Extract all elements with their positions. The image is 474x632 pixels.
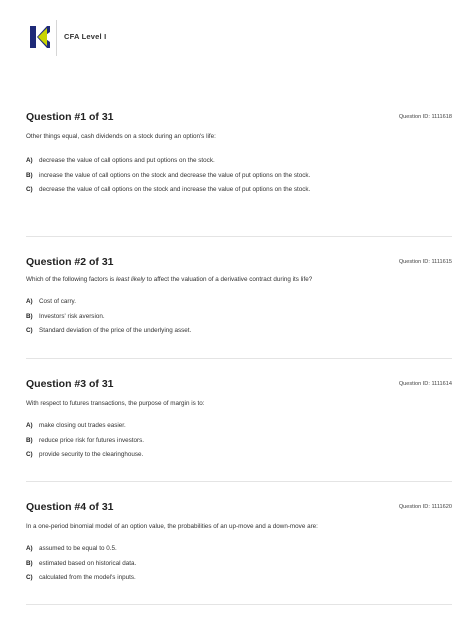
question-title: Question #1 of 31 [26,111,114,123]
question-title: Question #2 of 31 [26,256,114,268]
question-id: Question ID: 1111618 [398,114,452,120]
option-text: decrease the value of call options on the stock and increase the value of put options on the stock. [39,186,311,194]
answer-option-c[interactable] [26,449,336,462]
option-letter: C) [26,574,33,582]
question-text: With respect to futures transactions, the purpose of margin is to: [26,400,205,407]
question-title: Question #3 of 31 [26,378,114,390]
option-letter: C) [26,327,33,335]
option-text: reduce price risk for futures investors. [39,436,144,444]
answer-options [26,420,336,464]
page-header [0,0,474,80]
option-letter: B) [26,559,33,567]
option-letter: B) [26,171,33,179]
answer-option-c[interactable] [26,325,336,338]
question-title: Question #4 of 31 [26,501,114,513]
option-text: increase the value of call options on the stock and decrease the value of put options on the stock. [39,171,311,179]
answer-options [26,296,336,340]
option-letter: C) [26,451,33,459]
section-divider [26,236,452,237]
answer-option-a[interactable] [26,420,336,433]
answer-option-a[interactable] [26,543,336,556]
question-text: In a one-period binomial model of an option value, the probabilities of an up-move and a down-move are: [26,523,318,530]
question-1 [26,111,452,221]
answer-option-c[interactable] [26,572,336,585]
option-letter: A) [26,157,33,164]
section-divider [26,604,452,605]
question-id: Question ID: 1111620 [398,504,452,510]
logo-divider [56,20,57,56]
question-2 [26,256,452,346]
question-text: Other things equal, cash dividends on a stock during an option's life: [26,133,216,140]
question-4 [26,501,452,593]
answer-option-c[interactable] [26,184,336,197]
option-text: Cost of carry. [39,298,76,305]
option-letter: A) [26,545,33,552]
option-letter: B) [26,436,33,444]
question-id: Question ID: 1111615 [398,259,452,265]
option-letter: A) [26,298,33,305]
option-letter: A) [26,422,33,429]
emphasis-text: least likely [115,276,145,283]
option-text: Investors' risk aversion. [39,312,105,320]
question-id: Question ID: 1111614 [398,381,452,387]
option-text: Standard deviation of the price of the underlying asset. [39,327,192,335]
option-text: calculated from the model's inputs. [39,574,136,582]
option-letter: C) [26,186,33,194]
option-text: decrease the value of call options and put options on the stock. [39,157,215,164]
option-letter: B) [26,312,33,320]
answer-option-b[interactable] [26,311,336,324]
section-divider [26,481,452,482]
answer-options [26,155,336,199]
option-text: provide security to the clearinghouse. [39,451,144,459]
answer-options [26,543,336,587]
question-3 [26,378,452,468]
question-text: Which of the following factors is least likely to affect the valuation of a derivative contract during its life? [26,276,313,283]
answer-option-b[interactable] [26,435,336,448]
answer-option-a[interactable] [26,296,336,309]
option-text: estimated based on historical data. [39,559,137,567]
kaplan-logo-icon [30,26,50,48]
answer-option-b[interactable] [26,558,336,571]
course-title: CFA Level I [64,32,107,41]
section-divider [26,358,452,359]
option-text: assumed to be equal to 0.5. [39,545,117,552]
option-text: make closing out trades easier. [39,422,126,429]
answer-option-a[interactable] [26,155,336,168]
answer-option-b[interactable] [26,170,336,183]
